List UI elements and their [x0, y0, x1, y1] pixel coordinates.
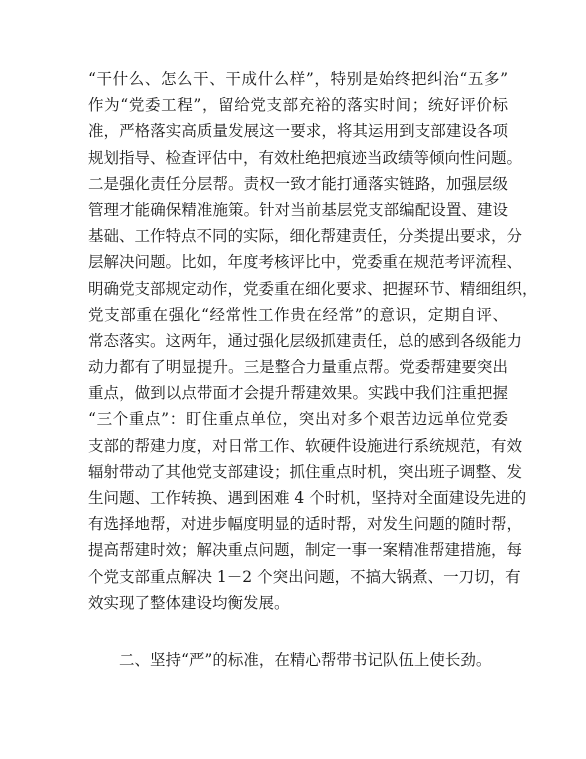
paragraph-line: 层解决问题。比如，年度考核评比中，党委重在规范考评流程、 [88, 253, 523, 272]
body-paragraph [88, 66, 538, 616]
paragraph-line: 管理才能确保精准施策。针对当前基层党支部编配设置、建设 [88, 200, 508, 219]
paragraph-line: 明确党支部规定动作，党委重在细化要求、把握环节、精细组织， [88, 279, 538, 298]
paragraph-line: 提高帮建时效；解决重点问题，制定一事一案精准帮建措施，每 [88, 541, 523, 560]
paragraph-line: “干什么、怎么干、干成什么样”，特别是始终把纠治“五多” [88, 70, 508, 88]
paragraph-line: 支部的帮建力度，对日常工作、软硬件设施进行系统规范，有效 [88, 436, 523, 455]
paragraph-line: 动力都有了明显提升。三是整合力量重点帮。党委帮建要突出 [88, 358, 508, 377]
paragraph-line: 二是强化责任分层帮。责权一致才能打通落实链路，加强层级 [88, 174, 508, 193]
paragraph-line: 效实现了整体建设均衡发展。 [88, 593, 290, 612]
paragraph-line: 重点，做到以点带面才会提升帮建效果。实践中我们注重把握 [88, 384, 508, 403]
paragraph-line: 生问题、工作转换、遇到困难 4 个时机，坚持对全面建设先进的 [88, 489, 527, 507]
paragraph-line: “三个重点”：盯住重点单位，突出对多个艰苦边远单位党委 [88, 410, 508, 429]
paragraph-line: 准，严格落实高质量发展这一要求，将其运用到支部建设各项 [88, 122, 508, 141]
paragraph-line: 作为“党委工程”，留给党支部充裕的落实时间；统好评价标 [88, 96, 508, 115]
paragraph-line: 辐射带动了其他党支部建设；抓住重点时机，突出班子调整、发 [88, 462, 523, 481]
paragraph-line: 常态落实。这两年，通过强化层级抓建责任，总的感到各级能力 [88, 331, 523, 350]
paragraph-line: 基础、工作特点不同的实际，细化帮建责任，分类提出要求，分 [88, 227, 523, 246]
paragraph-line: 规划指导、检查评估中，有效杜绝把痕迹当政绩等倾向性问题。 [88, 148, 523, 167]
section-heading: 二、坚持“严”的标准，在精心帮带书记队伍上使长劲。 [119, 651, 492, 669]
paragraph-line: 个党支部重点解决 1－2 个突出问题，不搞大锅煮、一刀切，有 [88, 567, 521, 586]
paragraph-line: 有选择地帮，对进步幅度明显的适时帮，对发生问题的随时帮， [88, 515, 523, 534]
paragraph-line: 党支部重在强化“经常性工作贵在经常”的意识，定期自评、 [88, 305, 508, 324]
